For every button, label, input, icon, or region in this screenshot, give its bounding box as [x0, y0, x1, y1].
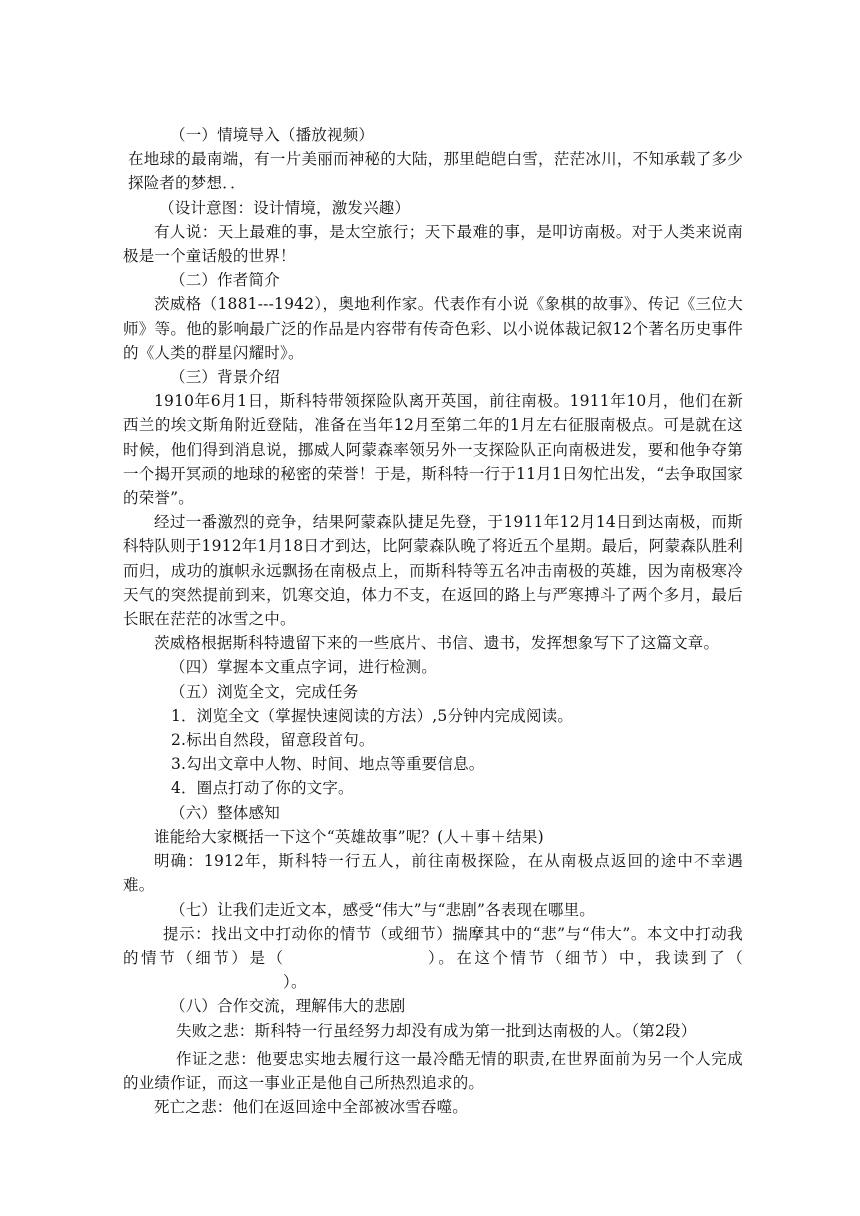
hint-text-part-2: ）。在这个情节（细节）中，我读到了（ — [425, 948, 743, 967]
section-heading-1: （一）情境导入（播放视频） — [170, 126, 375, 144]
section-heading-8: （八）合作交流，理解伟大的悲剧 — [170, 997, 406, 1016]
paragraph-sorrow-failure: 失败之悲：斯科特一行虽经努力却没有成为第一批到达南极的人。（第2段） — [176, 1021, 697, 1040]
paragraph-answer: 明确：1912年，斯科特一行五人，前往南极探险，在从南极点返回的途中不幸遇难。 — [123, 852, 743, 895]
section-heading-3: （三）背景介绍 — [170, 368, 280, 387]
paragraph-background-2: 经过一番激烈的竞争，结果阿蒙森队捷足先登，于1911年12月14日到达南极，而斯科特队则于1912年1月18日才到达，比阿蒙森队晚了将近五个星期。最后，阿蒙森队胜利而归，成功的旗帜永远飘扬在南极点上，而斯科特等五名冲击南极的英雄，因为南极寒冷天气的突然提前到来，饥寒交迫，体力不支，在返回的路上与严寒搏斗了两个多月，最后长眠在茫茫的冰雪之中。 — [123, 513, 743, 629]
section-heading-7: （七）让我们走近文本，感受“伟大”与“悲剧”各表现在哪里。 — [170, 900, 595, 919]
section-heading-5: （五）浏览全文，完成任务 — [170, 682, 359, 701]
paragraph-sorrow-death: 死亡之悲：他们在返回途中全部被冰雪吞噬。 — [154, 1098, 469, 1117]
paragraph-intro-scene: 在地球的最南端，有一片美丽而神秘的大陆，那里皑皑白雪，茫茫冰川，不知承载了多少探险者的梦想．． — [128, 150, 743, 193]
task-item-1: 1．浏览全文（掌握快速阅读的方法）,5分钟内完成阅读。 — [171, 706, 574, 725]
section-heading-6: （六）整体感知 — [170, 803, 280, 822]
hint-text-part-3: ）。 — [283, 973, 307, 992]
paragraph-sorrow-witness: 作证之悲：他要忠实地去履行这一最冷酷无情的职责,在世界面前为另一个人完成的业绩作证，而这一事业正是他自己所热烈追求的。 — [123, 1049, 743, 1092]
section-heading-2: （二）作者简介 — [170, 271, 280, 290]
task-item-3: 3.勾出文章中人物、时间、地点等重要信息。 — [171, 755, 485, 774]
paragraph-author: 茨威格（1881---1942），奥地利作家。代表作有小说《象棋的故事》、传记《三位大师》等。他的影响最广泛的作品是内容带有传奇色彩、以小说体裁记叙12个著名历史事件的《人类的群星闪耀时》。 — [123, 295, 743, 362]
paragraph-question: 谁能给大家概括一下这个“英雄故事”呢？(人＋事＋结果) — [154, 827, 544, 846]
paragraph-design-intent: （设计意图：设计情境，激发兴趣） — [159, 198, 411, 217]
document-body — [123, 123, 743, 1119]
hint-text-part-1: 提示：找出文中打动你的情节（或细节）揣摩其中的“悲”与“伟大”。本文中打动我的情节（细节）是（ — [123, 924, 743, 967]
section-heading-4: （四）掌握本文重点字词，进行检测。 — [170, 658, 437, 677]
paragraph-background-3: 茨威格根据斯科特遗留下来的一些底片、书信、遗书，发挥想象写下了这篇文章。 — [154, 634, 720, 653]
paragraph-quote: 有人说：天上最难的事，是太空旅行；天下最难的事，是叩访南极。对于人类来说南极是一个童话般的世界！ — [123, 222, 743, 266]
task-item-4: 4．圈点打动了你的文字。 — [171, 779, 354, 798]
paragraph-background-1: 1910年6月1日，斯科特带领探险队离开英国，前往南极。1911年10月，他们在新西兰的埃文斯角附近登陆，准备在当年12月至第二年的1月左右征服南极点。可是就在这时候，他们得到消息说，挪威人阿蒙森率领另外一支探险队正向南极进发，要和他争夺第一个揭开冥顽的地球的秘密的荣誉！于是，斯科特一行于11月1日匆忙出发，“去争取国家的荣誉”。 — [123, 392, 743, 508]
paragraph-hint — [123, 922, 743, 995]
task-item-2: 2.标出自然段，留意段首句。 — [171, 731, 375, 750]
